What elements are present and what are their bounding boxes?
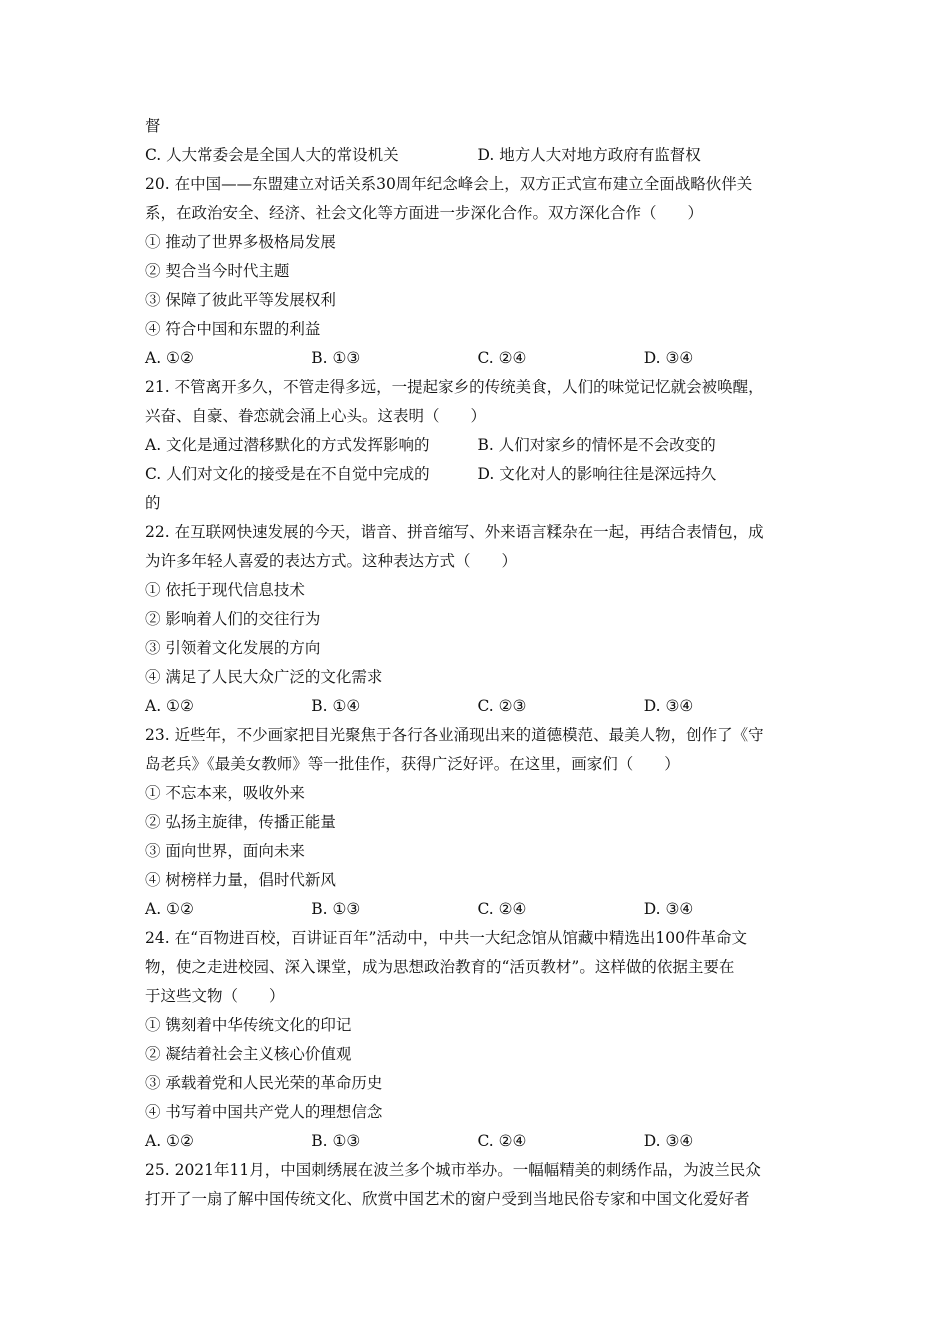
- statement-item: ④ 满足了人民大众广泛的文化需求: [145, 668, 383, 686]
- text-line: 打开了一扇了解中国传统文化、欣赏中国艺术的窗户受到当地民俗专家和中国文化爱好者: [145, 1190, 750, 1208]
- question-text: 20. 在中国——东盟建立对话关系30周年纪念峰会上，双方正式宣布建立全面战略伙伴关: [145, 175, 753, 193]
- answer-option: C. ②④: [477, 1132, 527, 1150]
- statement-item: ③ 引领着文化发展的方向: [145, 639, 321, 657]
- answer-option: A. 文化是通过潜移默化的方式发挥影响的: [145, 436, 430, 454]
- text-line: 物，使之走进校园、深入课堂，成为思想政治教育的“活页教材”。这样做的依据主要在: [145, 958, 735, 976]
- statement-item: ② 影响着人们的交往行为: [145, 610, 321, 628]
- statement-item: ④ 树榜样力量，倡时代新风: [145, 871, 336, 889]
- statement-item: ② 弘扬主旋律，传播正能量: [145, 813, 336, 831]
- answer-option: A. ①②: [145, 900, 194, 918]
- statement-item: ① 不忘本来，吸收外来: [145, 784, 305, 802]
- option-row: [145, 1127, 810, 1156]
- answer-option: D. ③④: [643, 349, 694, 367]
- question-text: 22. 在互联网快速发展的今天，谐音、拼音缩写、外来语言糅杂在一起，再结合表情包，成: [145, 523, 764, 541]
- answer-option: D. ③④: [643, 697, 694, 715]
- answer-option: C. ②④: [477, 349, 527, 367]
- statement-item: ① 推动了世界多极格局发展: [145, 233, 336, 251]
- text-line: 岛老兵》《最美女教师》等一批佳作，获得广泛好评。在这里，画家们（ ）: [145, 755, 680, 773]
- answer-option: C. 人们对文化的接受是在不自觉中完成的: [145, 465, 430, 483]
- text-line: 为许多年轻人喜爱的表达方式。这种表达方式（ ）: [145, 552, 518, 570]
- answer-option: B. 人们对家乡的情怀是不会改变的: [477, 436, 716, 454]
- answer-option: D. ③④: [643, 900, 694, 918]
- question-text: 25. 2021年11月，中国刺绣展在波兰多个城市举办。一幅幅精美的刺绣作品，为波兰民众: [145, 1161, 761, 1179]
- statement-item: ① 依托于现代信息技术: [145, 581, 305, 599]
- option-row: [145, 460, 810, 489]
- statement-item: ④ 符合中国和东盟的利益: [145, 320, 321, 338]
- statement-item: ③ 承载着党和人民光荣的革命历史: [145, 1074, 383, 1092]
- answer-option: B. ①③: [311, 1132, 361, 1150]
- answer-option: A. ①②: [145, 349, 194, 367]
- answer-option: D. ③④: [643, 1132, 694, 1150]
- document-page: [145, 112, 810, 1214]
- statement-item: ③ 保障了彼此平等发展权利: [145, 291, 336, 309]
- statement-item: ② 契合当今时代主题: [145, 262, 290, 280]
- question-text: 23. 近些年，不少画家把目光聚焦于各行各业涌现出来的道德模范、最美人物，创作了《守: [145, 726, 764, 744]
- option-row: [145, 431, 810, 460]
- answer-option: B. ①③: [311, 900, 361, 918]
- answer-option: D. 文化对人的影响往往是深远持久: [477, 465, 717, 483]
- answer-option: C. ②④: [477, 900, 527, 918]
- text-line: 督: [145, 117, 161, 135]
- answer-option: C. 人大常委会是全国人大的常设机关: [145, 146, 399, 164]
- text-line: 于这些文物（ ）: [145, 987, 285, 1005]
- answer-option: C. ②③: [477, 697, 527, 715]
- answer-option: D. 地方人大对地方政府有监督权: [477, 146, 701, 164]
- answer-option: B. ①③: [311, 349, 361, 367]
- answer-option: A. ①②: [145, 1132, 194, 1150]
- text-line: 兴奋、自豪、眷恋就会涌上心头。这表明（ ）: [145, 407, 487, 425]
- option-row: [145, 141, 810, 170]
- option-row: [145, 344, 810, 373]
- question-text: 21. 不管离开多久，不管走得多远，一提起家乡的传统美食，人们的味觉记忆就会被唤醒，: [145, 378, 764, 396]
- statement-item: ③ 面向世界，面向未来: [145, 842, 305, 860]
- statement-item: ① 镌刻着中华传统文化的印记: [145, 1016, 352, 1034]
- statement-item: ④ 书写着中国共产党人的理想信念: [145, 1103, 383, 1121]
- option-row: [145, 692, 810, 721]
- text-line: 系，在政治安全、经济、社会文化等方面进一步深化合作。双方深化合作（ ）: [145, 204, 704, 222]
- option-row: [145, 895, 810, 924]
- answer-option: A. ①②: [145, 697, 194, 715]
- question-text: 24. 在“百物进百校，百讲证百年”活动中，中共一大纪念馆从馆藏中精选出100件革命文: [145, 929, 748, 947]
- text-line: 的: [145, 494, 161, 512]
- statement-item: ② 凝结着社会主义核心价值观: [145, 1045, 352, 1063]
- answer-option: B. ①④: [311, 697, 361, 715]
